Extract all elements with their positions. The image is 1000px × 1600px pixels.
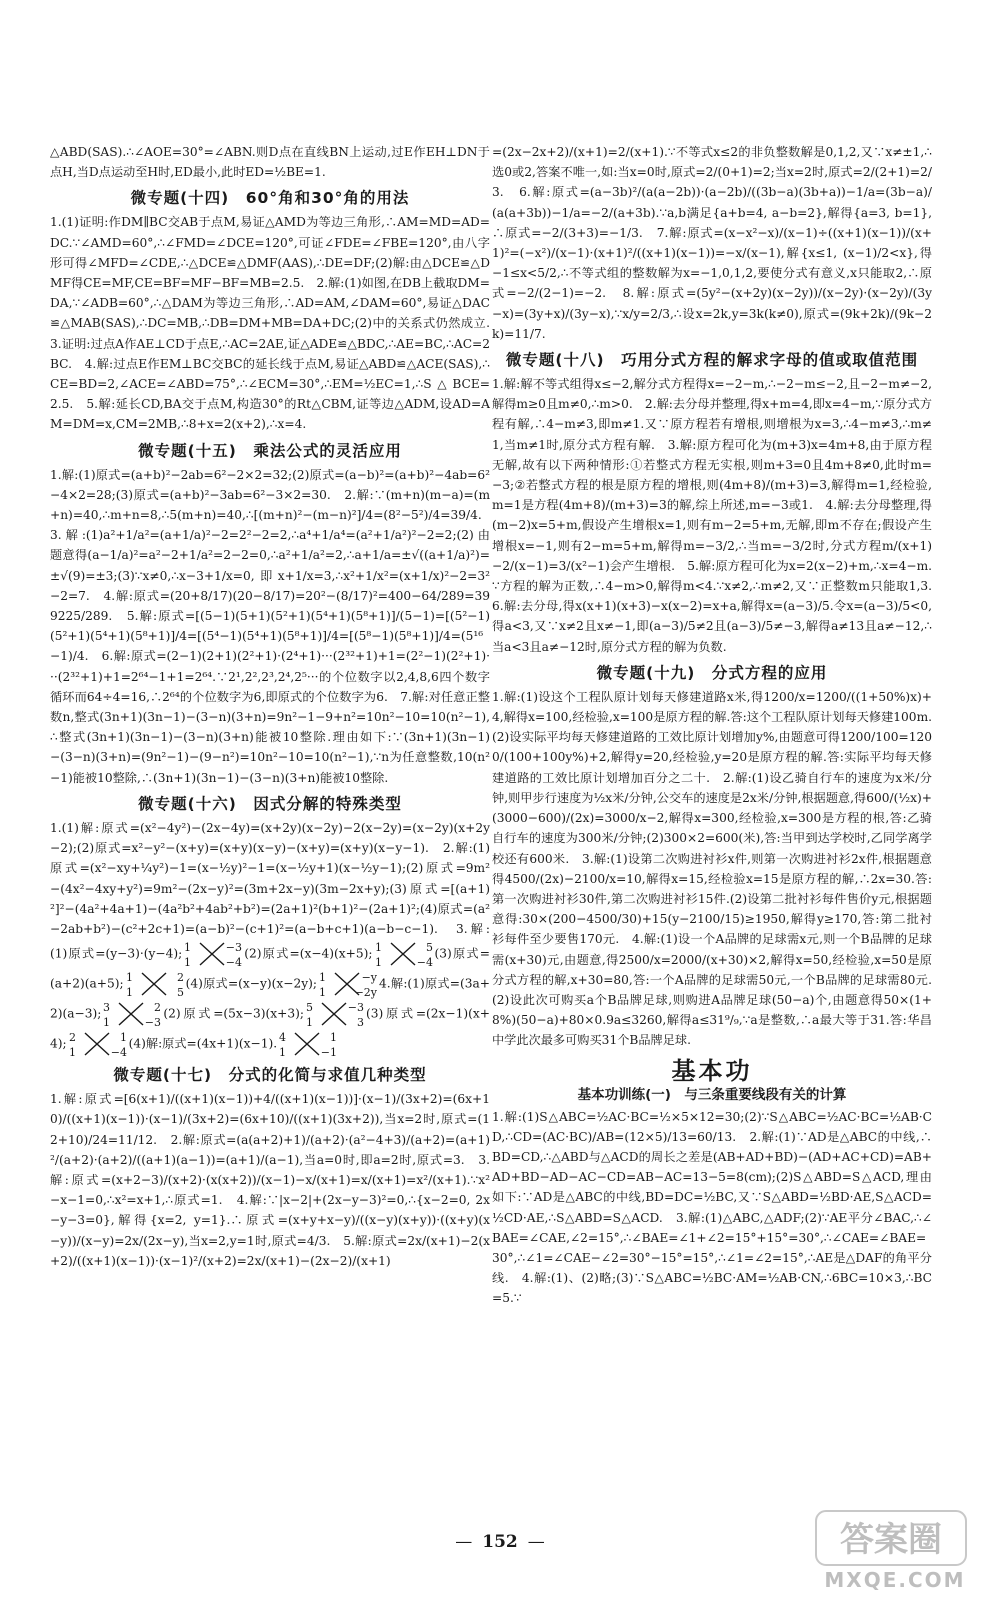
answer-text: 1.解:(1)设这个工程队原计划每天修建道路x米,得1200/x=1200/((1+50%)x)+4,解得x=100,经检验,x=100是原方程的解.答:这个工程队原计划每天修建100m.(2)设实际平均每天修建道路的工效比原计划增加y%,由题意可得1200/100=1200/(100+100y%)+2,解得y=20,经检验,y=20是原方程的解.答:实际平均每天修建道路的工效比原计划增加百分之二十. 2.解:(1)设乙骑自行车的速度为x米/分钟,则甲步行速度为½x米/分钟,公交车的速度是2x米/分钟,根据题意,得600/(½x)+(3000−600)/(2x)=3000/x−2,解得x=300,经检验,x=300是方程的根,答:乙骑自行车的速度为300米/分钟;(2)300×2=600(米),答:当甲到达学校时,乙同学离学校还有600米. 3.解:(1)设第二次购进衬衫x件,则第一次购进衬衫2x件,根据题意得4500/(2x)−2100/x=10,解得x=15,经检验x=15是原方程的解,∴2x=30.答:第一次购进衬衫30件,第二次购进衬衫15件.(2)设第二批衬衫每件售价y元,根据题意得:30×(200−4500/30)+15(y−2100/15)≥1950,解得y≥170,答:第二批衬衫每件至少要售170元. 4.解:(1)设一个A品牌的足球需x元,则一个B品牌的足球需(x+30)元,由题意,得2500/x=2000/(x+30)×2,解得x=50,经检验,x=50是原分式方程的解,x+30=80,答:一个A品牌的足球需50元,一个B品牌的足球需80元.(2)设此次可购买a个B品牌足球,则购进A品牌足球(50−a)个,由题意得50×(1+8%)(50−a)+80×0.9a≤3260,解得a≤31⁹/₉,∵a是整数,∴a最大等于31.答:华昌中学此次最多可购买31个B品牌足球. bbox=[492, 689, 932, 1048]
cross-multiplication-diagram bbox=[101, 999, 163, 1029]
section-title: 微专题(十八) 巧用分式方程的解求字母的值或取值范围 bbox=[505, 351, 919, 370]
cross-multiplication-diagram bbox=[317, 969, 379, 999]
section-title: 微专题(十六) 因式分解的特殊类型 bbox=[138, 794, 402, 813]
cross-coefficient: −3 bbox=[145, 1016, 162, 1030]
cross-coefficient: 1 bbox=[319, 986, 327, 1000]
cross-coefficient: 2 bbox=[154, 1001, 162, 1015]
answer-text: (3)原式=(2x−1)(x+4); bbox=[50, 1006, 490, 1051]
answer-paragraph bbox=[50, 1089, 490, 1271]
cross-coefficient: 1 bbox=[119, 1031, 127, 1045]
answer-paragraph bbox=[50, 212, 503, 434]
answer-text: △ABD(SAS).∴∠AOE=30°=∠ABN.则D点在直线BN上运动,过E作EH⊥DN于点H,当D点运动至H时,ED最小,此时ED=½BE=1. bbox=[50, 145, 490, 180]
answer-paragraph bbox=[492, 687, 932, 1051]
cross-coefficient: 1 bbox=[184, 941, 192, 955]
cross-coefficient: 1 bbox=[103, 1016, 111, 1030]
answer-text: 1.(1)解:原式=(x²−4y²)−(2x−4y)=(x+2y)(x−2y)−2(x−2y)=(x−2y)(x+2y−2);(2)原式=x²−y²−(x+y)=(x+y)(x−y)−(x+y)=(x+y)(x−y−1). 2.解:(1)原式=(x²−xy+¼y²)−1=(x−½y)²−1=(x−½y+1)(x−½y−1);(2)原式=9m²−(4x²−4xy+y²)=9m²−(2x−y)²=(3m+2x−y)(3m−2x+y);(3)原式=[(a+1)²]²−(4a²+4a+1)−(4a²b²+4ab²+b²)=(2a+1)²(b+1)²−(2a+1)²;(4)原式=(a²−2ab+b²)−(c²+2c+1)=(a−b)²−(c+1)²=(a−b+c+1)(a−b−c−1). 3.解:(1)原式=(y−3)·(y−4); bbox=[50, 820, 490, 961]
cross-coefficient: −4 bbox=[110, 1046, 127, 1060]
cross-coefficient: 2 bbox=[68, 1031, 76, 1045]
answer-paragraph bbox=[492, 1107, 932, 1309]
cross-coefficient: 1 bbox=[374, 956, 382, 970]
watermark-logo bbox=[810, 1505, 980, 1595]
answer-paragraph bbox=[492, 142, 932, 344]
section-title: 微专题(十九) 分式方程的应用 bbox=[596, 663, 828, 682]
page-number bbox=[400, 1532, 600, 1552]
answer-text: 1.解:原式=[6(x+1)/((x+1)(x−1))+4/((x+1)(x−1))]·(x−1)/(3x+2)=(6x+10)/((x+1)(x−1))·(x−1)/(3x+2)=(6x+10)/((x+1)(3x+2)),当x=2时,原式=(12+10)/24=11/12. 2.解:原式=(a(a+2)+1)/(a+2)·(a²−4+3)/(a+2)=(a+1)²/(a+2)·(a+2)/((a+1)(a−1))=(a+1)/(a−1),当a=0时,即a=2时,原式=3. 3.解:原式=(x+2−3)/(x+2)·(x(x+2))/(x−1)−x/(x+1)=x/(x+1)=x²/(x+1).∵x²−x−1=0,∴x²=x+1,∴原式=1. 4.解:∵|x−2|+(2x−y−3)²=0,∴{x−2=0, 2x−y−3=0},解得{x=2, y=1}.∴原式=(x+y+x−y)/((x−y)(x+y))·((x+y)(x−y))/(x−y)=2x/(2x−y),当x=2,y=1时,原式=4/3. 5.解:原式=2x/(x+1)−2(x+2)/((x+1)(x−1))·(x−1)²/(x+2)=2x/(x+1)−(2x−2)/(x+1) bbox=[50, 1092, 490, 1268]
answer-paragraph bbox=[492, 374, 945, 657]
cross-coefficient: 1 bbox=[125, 986, 133, 1000]
cross-coefficient: −3 bbox=[347, 1001, 364, 1015]
cross-coefficient: 3 bbox=[103, 1001, 111, 1015]
cross-coefficient: 5 bbox=[425, 941, 433, 955]
section-title: 微专题(十四) 60°角和30°角的用法 bbox=[130, 189, 410, 208]
answer-text: 1.解:(1)原式=(a+b)²−2ab=6²−2×2=32;(2)原式=(a−b)²=(a+b)²−4ab=6²−4×2=28;(3)原式=(a+b)²−3ab=6²−3×2=30. 2.解:∵(m+n)(m−a)=(m+n)=40,∴m+n=8,∴5(m+n)=40,∴[(m+n)²−(m−n)²]/4=(8²−5²)/4=39/4. 3.解:(1)a²+1/a²=(a+1/a)²−2=2²−2=2,∴a⁴+1/a⁴=(a²+1/a²)²−2=2;(2)由题意得(a−1/a)²=a²−2+1/a²=2−2=0,∴a²+1/a²=2,∴a+1/a=±√((a+1/a)²)=±√(9)=±3;(3)∵x≠0,∴x−3+1/x=0,即x+1/x=3,∴x²+1/x²=(x+1/x)²−2=3²−2=7. 4.解:原式=(20+8/17)(20−8/17)=20²−(8/17)²=400−64/289=399225/289. 5.解:原式=[(5−1)(5+1)(5²+1)(5⁴+1)(5⁸+1)]/(5−1)=[(5²−1)(5²+1)(5⁴+1)(5⁸+1)]/4=[(5⁴−1)(5⁴+1)(5⁸+1)]/4=[(5⁸−1)(5⁸+1)]/4=(5¹⁶−1)/4. 6.解:原式=(2−1)(2+1)(2²+1)·(2⁴+1)···(2³²+1)+1=(2²−1)(2²+1)···(2³²+1)+1=2⁶⁴−1+1=2⁶⁴.∵2¹,2²,2³,2⁴,2⁵···的个位数字以2,4,8,6四个数字循环而64÷4=16,∴2⁶⁴的个位数字为6,即原式的个位数字为6. 7.解:对任意正整数n,整式(3n+1)(3n−1)−(3−n)(3+n)=9n²−1−9+n²=10n²−10=10(n²−1),∴整式(3n+1)(3n−1)−(3−n)(3+n)能被10整除.理由如下:∵(3n+1)(3n−1)−(3−n)(3+n)=(9n²−1)−(9−n²)=10n²−10=10(n²−1),∵n为任意整数,10(n²−1)能被10整除,∴(3n+1)(3n−1)−(3−n)(3+n)能被10整除. bbox=[50, 467, 494, 785]
part-title: 基本功 bbox=[671, 1056, 753, 1085]
cross-coefficient: 3 bbox=[356, 1016, 364, 1030]
answer-text: (2)原式=(x−4)(x+5); bbox=[244, 946, 373, 961]
cross-multiplication-diagram bbox=[182, 939, 244, 969]
section-title: 微专题(十七) 分式的化简与求值几种类型 bbox=[113, 1066, 427, 1085]
answer-text: 1.(1)证明:作DM∥BC交AB于点M,易证△AMD为等边三角形,∴AM=MD=AD=DC.∵∠AMD=60°,∴∠FMD=∠DCE=120°,可证∠FDE=∠FBE=120°,由八字形可得∠MFD=∠CDE,∴△DCE≌△DMF(AAS),∴DE=DF;(2)解:由△DCE≌△DMF得CE=MF,CE=BF=MF−BF=MB=2.5. 2.解:(1)如图,在DB上截取DM=DA,∵∠ADB=60°,∴△DAM为等边三角形,∴AD=AM,∠DAM=60°,易证△DAC≌△MAB(SAS),∴DC=MB,∴DB=DM+MB=DA+DC;(2)中的关系式仍然成立. 3.证明:过点A作AE⊥CD于点E,∴AC=2AE,证△ADE≌△BDC,∴AE=BC,∴AC=2BC. 4.解:过点E作EM⊥BC交BC的延长线于点M,易证△ABD≌△ACE(SAS),∴CE=BD=2,∠ACE=∠ABD=75°,∴∠ECM=30°,∴EM=½EC=1,∴S△BCE=2.5. 5.解:延长CD,BA交于点M,构造30°的Rt△CBM,证等边△ADM,设AD=AM=DM=x,CM=2MB,∴8+x=2(x+2),∴x=4. bbox=[50, 215, 503, 432]
cross-coefficient: 1 bbox=[68, 1046, 76, 1060]
cross-coefficient: 4 bbox=[279, 1031, 287, 1045]
cross-multiplication-diagram bbox=[277, 1029, 339, 1059]
cross-coefficient: 1 bbox=[330, 1031, 338, 1045]
answer-paragraph bbox=[50, 818, 490, 1059]
cross-coefficient: 1 bbox=[279, 1046, 287, 1060]
cross-multiplication-diagram bbox=[373, 939, 435, 969]
answer-text: (4)解:原式=(4x+1)(x−1). bbox=[128, 1036, 278, 1051]
cross-coefficient: 1 bbox=[319, 971, 327, 985]
cross-multiplication-diagram bbox=[67, 1029, 129, 1059]
cross-coefficient: 1 bbox=[125, 971, 133, 985]
cross-coefficient: −2y bbox=[354, 986, 378, 1000]
cross-coefficient: −y bbox=[361, 971, 378, 985]
answer-text: 1.解:(1)S△ABC=½AC·BC=½×5×12=30;(2)∵S△ABC=½AC·BC=½AB·CD,∴CD=(AC·BC)/AB=(12×5)/13=60/13. 2.解:(1)∵AD是△ABC的中线,∴BD=CD,∴△ABD与△ACD的周长之差是(AB+AD+BD)−(AD+AC+CD)=AB+AD+BD−AD−AC−CD=AB−AC=13−5=8(cm);(2)S△ABD=S△ACD,理由如下:∵AD是△ABC的中线,BD=DC=½BC,又∵S△ABD=½BD·AE,S△ACD=½CD·AE,∴S△ABD=S△ACD. 3.解:(1)△ABC,△ADF;(2)∵AE平分∠BAC,∴∠BAE=∠CAE,∠2=15°,∴∠BAE=∠1+∠2=15°+15°=30°,∴∠CAE=∠BAE=30°,∴∠1=∠CAE−∠2=30°−15°=15°,∴∠1=∠2=15°,∴AE是△DAF的角平分线. 4.解:(1)、(2)略;(3)∵S△ABC=½BC·AM=½AB·CN,∴6BC=10×3,∴BC=5.∵ bbox=[492, 1109, 932, 1306]
cross-coefficient: 5 bbox=[305, 1001, 313, 1015]
answer-text: (4)原式=(x−y)(x−2y); bbox=[185, 976, 318, 991]
right-column bbox=[492, 142, 945, 1309]
cross-coefficient: 5 bbox=[176, 986, 184, 1000]
watermark-line2: MXQE.COM bbox=[824, 1568, 966, 1592]
section-title: 微专题(十五) 乘法公式的灵活应用 bbox=[138, 441, 402, 460]
cross-coefficient: −1 bbox=[320, 1046, 338, 1060]
cross-coefficient: −4 bbox=[225, 956, 243, 970]
cross-coefficient: 1 bbox=[305, 1016, 313, 1030]
left-column bbox=[50, 142, 503, 1271]
cross-multiplication-diagram bbox=[124, 969, 186, 999]
page-number-value: 152 bbox=[482, 1532, 518, 1552]
answer-text: 1.解:解不等式组得x≤−2,解分式方程得x=−2−m,∴−2−m≤−2,且−2−m≠−2,解得m≥0且m≠0,∴m>0. 2.解:去分母并整理,得x+m=4,即x=4−m,∵原分式方程有解,∴4−m≠3,即m≠1.又∵原方程若有增根,则增根为x=3,∴4−m≠3,∴m≠1,当m≠1时,原分式方程有解. 3.解:原方程可化为(m+3)x=4m+8,由于原方程无解,故有以下两种情形:①若整式方程无实根,则m+3=0且4m+8≠0,此时m=−3;②若整式方程的根是原方程的增根,则(4m+8)/(m+3)=3,解得m=1,经检验,m=1是方程(4m+8)/(m+3)=3的解,综上所述,m=−3或1. 4.解:去分母整理,得(m−2)x=5+m,假设产生增根x=1,则有m−2=5+m,无解,即m不存在;假设产生增根x=−1,则有2−m=5+m,解得m=−3/2,∴当m=−3/2时,分式方程m/(x+1)−2/(x−1)=3/(x²−1)会产生增根. 5.解:原方程可化为x=2(x−2)+m,∴x=4−m.∵方程的解为正数,∴4−m>0,解得m<4.∵x≠2,∴m≠2,又∵正整数m只能取1,3. 6.解:去分母,得x(x+1)(x+3)−x(x−2)=x+a,解得x=(a−3)/5.令x=(a−3)/5<0,得a<3,又∵x≠2且x≠−1,即(a−3)/5≠2且(a−3)/5≠−3,解得a≠13且a≠−12,∴当a<3且a≠−12时,原分式方程的解为负数. bbox=[492, 377, 945, 654]
cross-multiplication-diagram bbox=[304, 999, 366, 1029]
watermark-line1: 答案圈 bbox=[840, 1520, 942, 1560]
cross-coefficient: −4 bbox=[416, 956, 433, 970]
answer-text: (2)原式=(5x−3)(x+3); bbox=[163, 1006, 304, 1021]
cross-coefficient: 2 bbox=[176, 971, 184, 985]
answer-paragraph bbox=[50, 465, 494, 788]
page-number-dash-left: — bbox=[455, 1532, 473, 1552]
cross-coefficient: −3 bbox=[225, 941, 243, 955]
answer-paragraph bbox=[50, 142, 490, 182]
page-number-dash-right: — bbox=[527, 1532, 545, 1552]
cross-coefficient: 1 bbox=[374, 941, 382, 955]
subsection-title: 基本功训练(一) 与三条重要线段有关的计算 bbox=[577, 1086, 847, 1103]
answer-text: =(2x−2x+2)/(x+1)=2/(x+1).∵不等式x≤2的非负整数解是0,1,2,又∵x≠±1,∴选0或2,答案不唯一,如:当x=0时,原式=2/(0+1)=2;当x=2时,原式=2/(2+1)=2/3. 6.解:原式=(a−3b)²/(a(a−2b))·(a−2b)/((3b−a)(3b+a))−1/a=(3b−a)/(a(a+3b))−1/a=−2/(a+3b).∵a,b满足{a+b=4, a−b=2},解得{a=3, b=1},∴原式=−2/(3+3)=−1/3. 7.解:原式=(x−x²−x)/(x−1)÷((x+1)(x−1))/(x+1)²=(−x²)/(x−1)·(x+1)²/((x+1)(x−1))=−x/(x−1),解{x≤1, (x−1)/2<x},得−1≤x<5/2,∴不等式组的整数解为x=−1,0,1,2,要使分式有意义,x只能取2,∴原式=−2/(2−1)=−2. 8.解:原式=(5y²−(x+2y)(x−2y))/(x−2y)·(x−2y)/(3y−x)=(3y+x)/(3y−x),∵x/y=2/3,∴设x=2k,y=3k(k≠0),原式=(9k+2k)/(9k−2k)=11/7. bbox=[492, 145, 932, 341]
cross-coefficient: 1 bbox=[184, 956, 192, 970]
answer-text: 4.解:(1)原式=(3a+2)(a−3); bbox=[50, 976, 491, 1021]
answer-text: (3)原式=(a+2)(a+5); bbox=[50, 946, 490, 991]
